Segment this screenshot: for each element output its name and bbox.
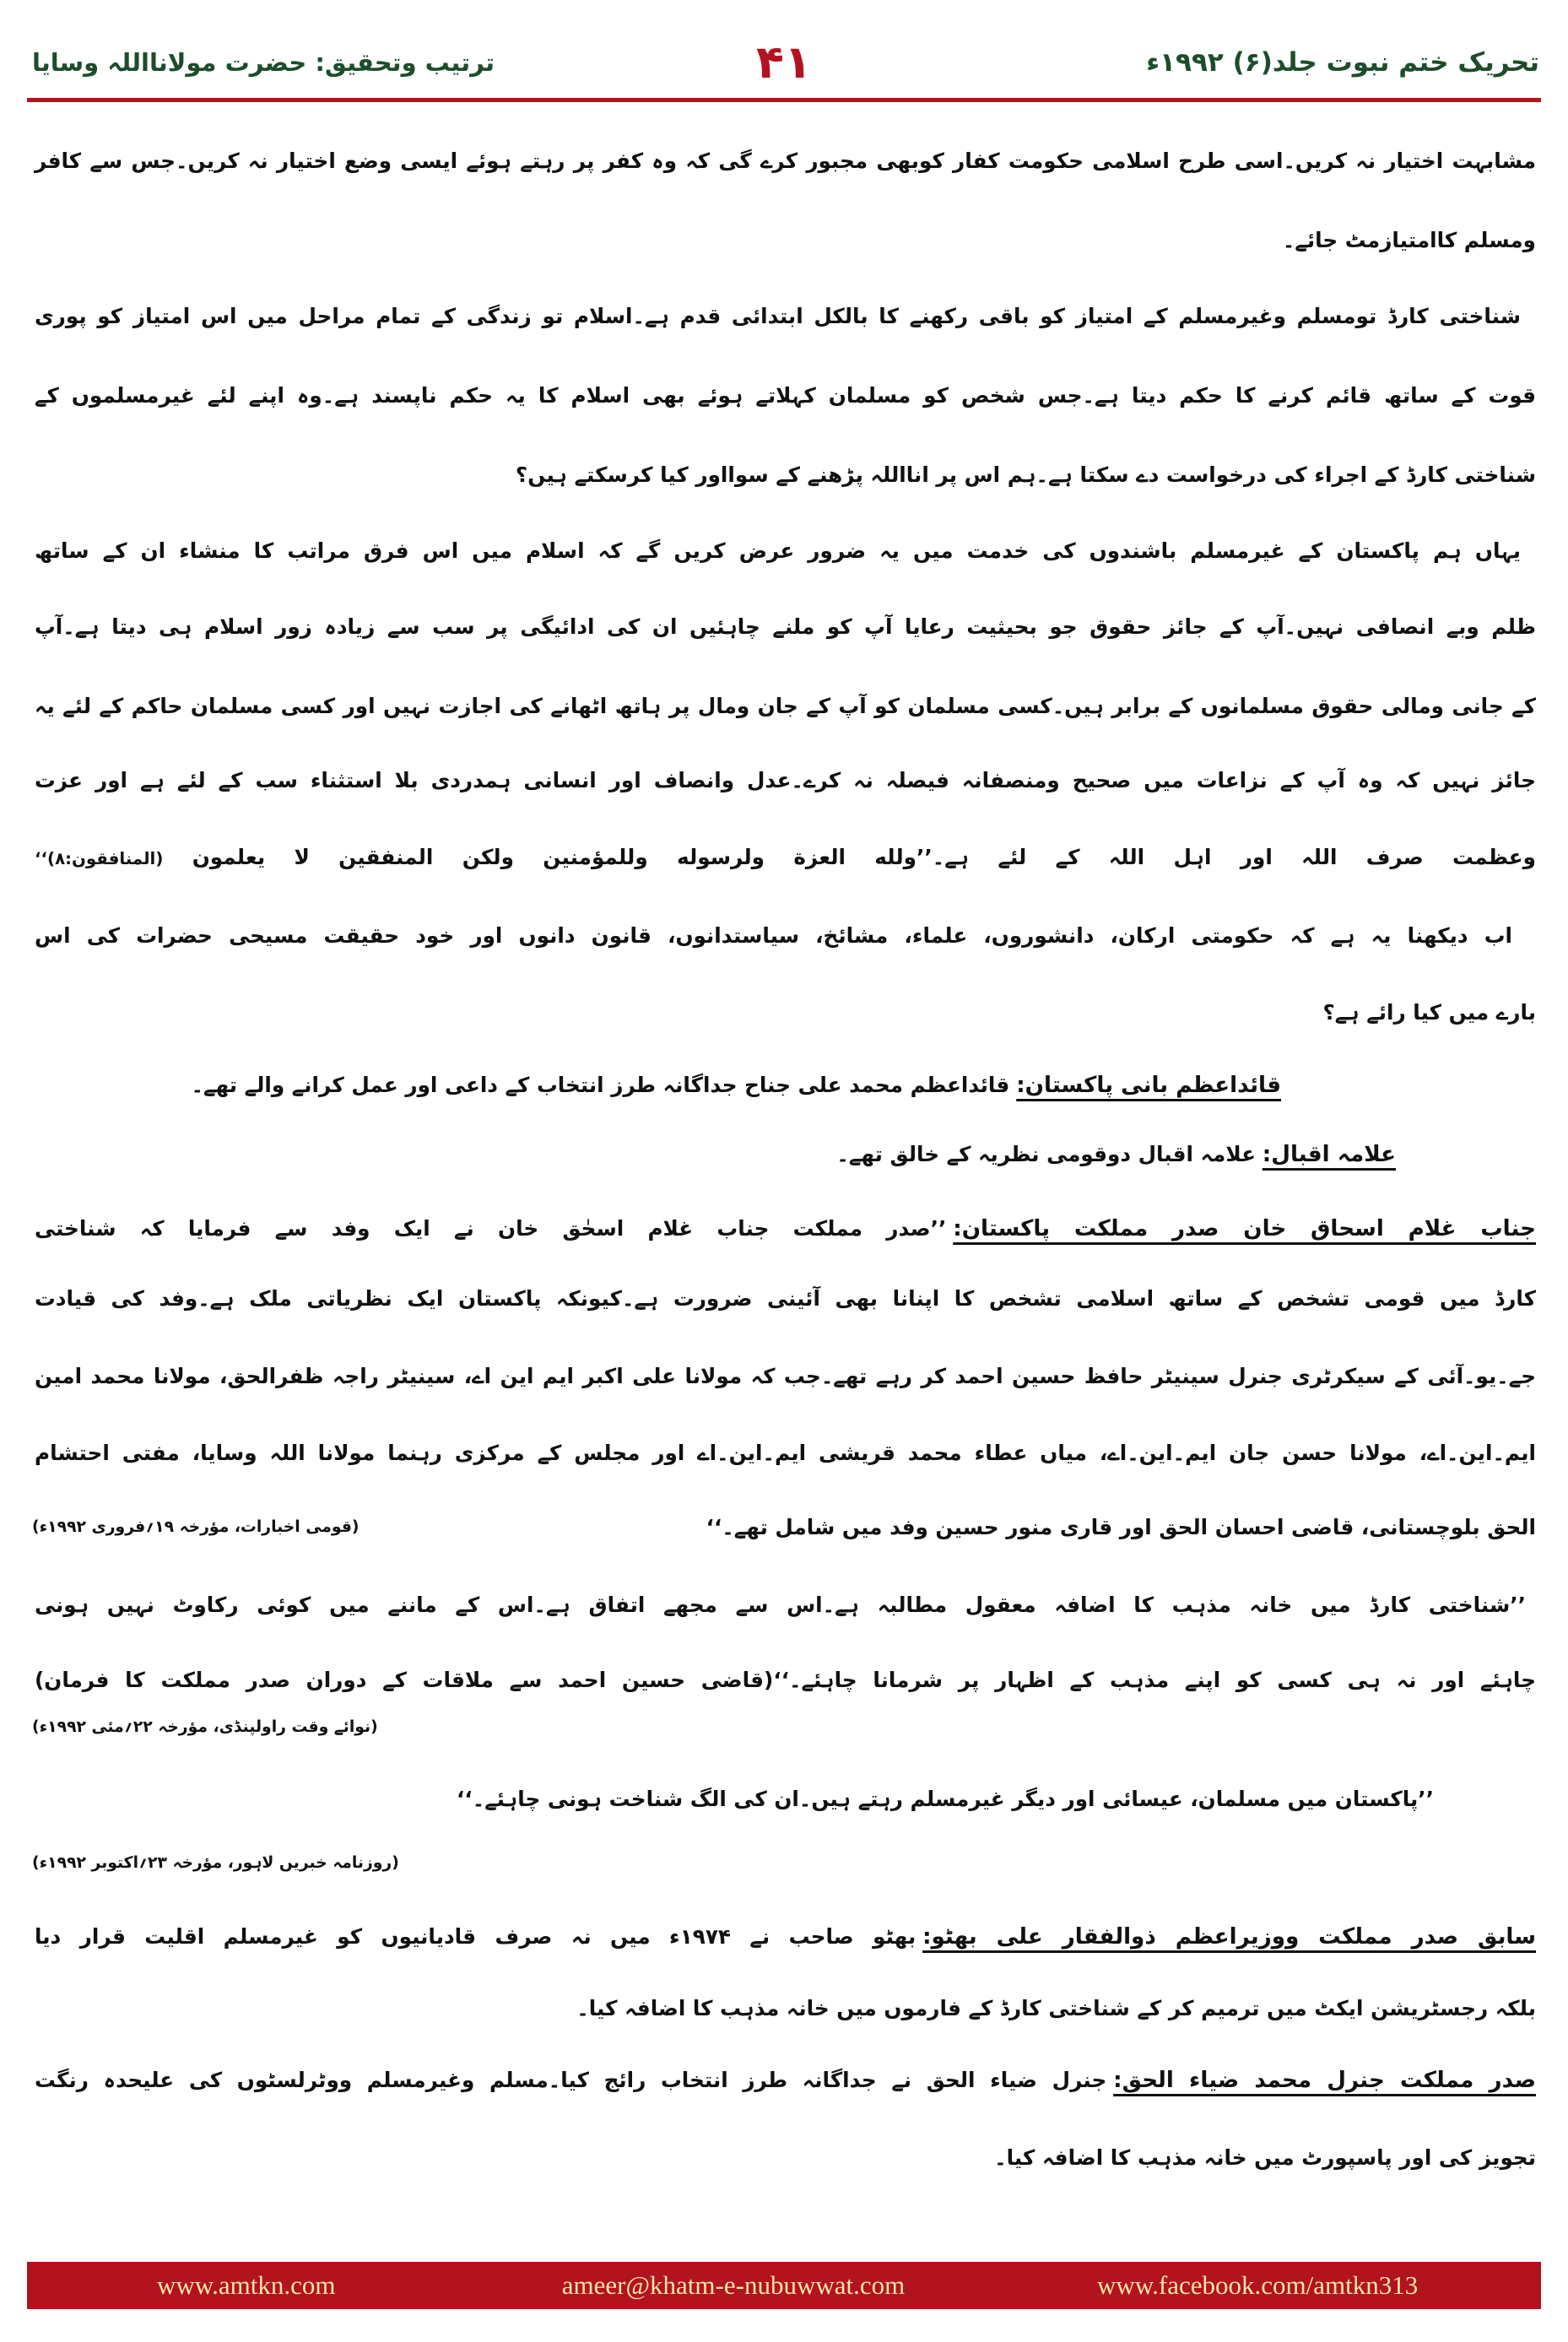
text-line (32, 2042, 1536, 2118)
citation: (قومی اخبارات، مؤرخہ ۱۹؍فروری ۱۹۹۲ء) (32, 1518, 360, 1536)
text-line (32, 819, 1536, 895)
line-text: بھٹو صاحب نے ۱۹۷۴ء میں نہ صرف قادیانیوں کو غیرمسلم اقلیت قرار دیا (35, 1924, 916, 1949)
line-content (192, 1073, 1281, 1097)
line-text: کارڈ میں قومی تشخص کے ساتھ اسلامی تشخص کا اپنانا بھی آئینی ضرورت ہے۔کیونکہ پاکستان ایک نظریاتی ملک ہے۔وفد کی قیادت (35, 1286, 1536, 1311)
text-line (32, 279, 1536, 354)
line-content (35, 1924, 1536, 1949)
section-heading: جناب غلام اسحاق خان صدر مملکت پاکستان: (953, 1216, 1536, 1241)
line-text: شناختی کارڈ تومسلم وغیرمسلم کے امتیاز کو باقی رکھنے کا بالکل ابتدائی قدم ہے۔اسلام تو زندگی کے تمام مراحل میں اس امتیاز کو پوری (35, 304, 1521, 328)
line-text: چاہئے اور نہ ہی کسی کو اپنے مذہب کے اظہار پر شرمانا چاہئے۔‘‘(قاضی حسین احمد سے ملاقات کے دوران صدر مملکت کا فرمان) (35, 1668, 1536, 1692)
line-text: ’’پاکستان میں مسلمان، عیسائی اور دیگر غیرمسلم رہتے ہیں۔ان کی الگ شناخت ہونی چاہئے۔‘‘ (456, 1787, 1434, 1811)
citation: (روزنامہ خبریں لاہور، مؤرخہ ۲۳؍اکتوبر ۱۹۹۲ء) (32, 1854, 399, 1872)
line-text: ’’شناختی کارڈ میں خانہ مذہب کا اضافہ معقول مطالبہ ہے۔اس سے مجھے اتفاق ہے۔اس کے ماننے میں کوئی رکاوٹ نہیں ہونی (35, 1593, 1526, 1617)
line-text: ظلم وبے انصافی نہیں۔آپ کے جائز حقوق جو بحیثیت رعایا آپ کو ملنے چاہئیں ان کی ادائیگی پر سب سے زیادہ زور اسلام ہی دیتا ہے۔آپ (35, 614, 1536, 639)
text-line (32, 975, 1536, 1051)
line-text: جنرل ضیاء الحق نے جداگانہ طرز انتخاب رائج کیا۔مسلم وغیرمسلم ووٹرلسٹوں کی علیحدہ رنگت (35, 2068, 1107, 2092)
page-footer (27, 2262, 1541, 2309)
text-line (32, 1761, 1536, 1837)
quote-reference: (المنافقون:۸)‘‘ (35, 849, 164, 868)
line-text: اب دیکھنا یہ ہے کہ حکومتی ارکان، دانشوروں، علماء، مشائخ، سیاستدانوں، قانون دانوں اور خود حقیقت مسیحی حضرات کی اس (35, 923, 1512, 948)
line-content (35, 2068, 1536, 2092)
footer-website: www.amtkn.com (157, 2270, 336, 2300)
line-text: مشابہت اختیار نہ کریں۔اسی طرح اسلامی حکومت کفار کوبھی مجبور کرے گی کہ وہ کفر پر رہتے ہوئے ایسی وضع اختیار نہ کریں۔جس سے کافر (35, 149, 1536, 173)
text-line (32, 358, 1536, 434)
line-text: بلکہ رجسٹریشن ایکٹ میں ترمیم کر کے شناختی کارڈ کے فارموں میں خانہ مذہب کا اضافہ کیا۔ (576, 1996, 1536, 2020)
footer-email: ameer@khatm-e-nubuwwat.com (561, 2270, 906, 2300)
text-line (32, 203, 1536, 279)
section-heading: صدر مملکت جنرل محمد ضیاء الحق: (1113, 2068, 1536, 2093)
page-number: ۴۱ (756, 35, 812, 89)
text-line (32, 1047, 1536, 1123)
footer-facebook: www.facebook.com/amtkn313 (1097, 2270, 1419, 2300)
line-text: وعظمت صرف اللہ اور اہل اللہ کے لئے ہے۔’’ (916, 845, 1536, 869)
text-line (32, 123, 1536, 199)
citation: (نوائے وقت راولپنڈی، مؤرخہ ۲۲؍مئی ۱۹۹۲ء) (32, 1718, 378, 1736)
line-text: ’’صدر مملکت جناب غلام اسحٰق خان نے ایک وفد سے فرمایا کہ شناختی (35, 1216, 947, 1241)
header-rule (27, 98, 1541, 102)
line-text: بارے میں کیا رائے ہے؟ (1322, 1000, 1536, 1025)
citation-line (32, 1702, 1536, 1753)
text-line (32, 1339, 1536, 1414)
text-line (32, 1117, 1536, 1193)
line-text: قائداعظم محمد علی جناح جداگانہ طرز انتخاب کے داعی اور عمل کرانے والے تھے۔ (191, 1073, 1010, 1097)
line-text: علامہ اقبال دوقومی نظریہ کے خالق تھے۔ (836, 1142, 1256, 1166)
line-text: تجویز کی اور پاسپورٹ میں خانہ مذہب کا اضافہ کیا۔ (994, 2145, 1536, 2170)
line-text: شناختی کارڈ کے اجراء کی درخواست دے سکتا ہے۔ہم اس پر انااللہ پڑھنے کے سوااور کیا کرسکتے ہیں؟ (515, 462, 1536, 487)
text-line (32, 437, 1536, 513)
citation-line (32, 1838, 1536, 1889)
text-line (32, 668, 1536, 744)
text-line (32, 1490, 1536, 1566)
section-heading: قائداعظم بانی پاکستان: (1016, 1073, 1281, 1098)
line-content (35, 845, 1536, 869)
text-line (32, 1567, 1536, 1643)
text-line (32, 589, 1536, 665)
running-title: تحریک ختم نبوت جلد(۶) ۱۹۹۲ء (1146, 47, 1539, 78)
text-line (32, 513, 1536, 589)
line-text: ومسلم کاامتیازمٹ جائے۔ (1282, 228, 1536, 252)
text-line (32, 1191, 1536, 1267)
text-line (32, 1415, 1536, 1491)
line-text: کے جانی ومالی حقوق مسلمانوں کے برابر ہیں۔کسی مسلمان کو آپ کے جان ومال پر ہاتھ اٹھانے کی اجازت نہیں اور کسی مسلمان حاکم کے لئے یہ (35, 694, 1536, 718)
text-line (32, 743, 1536, 819)
text-line (32, 1971, 1536, 2047)
text-line (32, 898, 1536, 974)
line-content (836, 1142, 1396, 1166)
quran-quote: ولله العزة ولرسوله وللمؤمنين ولكن المنفقين لا يعلمون (192, 845, 916, 869)
compiler-credit: ترتیب وتحقیق: حضرت مولانااللہ وسایا (32, 48, 495, 77)
line-text: یہاں ہم پاکستان کے غیرمسلم باشندوں کی خدمت میں یہ ضرور عرض کریں گے کہ اسلام میں اس فرق مراتب کا منشاء ان کے ساتھ (35, 538, 1521, 563)
text-line (32, 1261, 1536, 1337)
line-text: ایم۔این۔اے، مولانا حسن جان ایم۔این۔اے، میاں عطاء محمد قریشی ایم۔این۔اے اور مجلس کے مرکزی رہنما مولانا اللہ وسایا، مفتی احتشام (35, 1441, 1536, 1465)
text-line (32, 2120, 1536, 2196)
text-line (32, 1899, 1536, 1975)
section-heading: سابق صدر مملکت ووزیراعظم ذوالفقار علی بھٹو: (922, 1924, 1536, 1950)
line-text: جے۔یو۔آئی کے سیکرٹری جنرل سینیٹر حافظ حسین احمد کر رہے تھے۔جب کہ مولانا علی اکبر ایم این اے، سینیٹر راجہ ظفرالحق، مولانا محمد امین (35, 1364, 1536, 1388)
section-heading: علامہ اقبال: (1262, 1142, 1396, 1167)
line-text: الحق بلوچستانی، قاضی احسان الحق اور قاری منور حسین وفد میں شامل تھے۔‘‘ (706, 1515, 1536, 1539)
line-text: قوت کے ساتھ قائم کرنے کا حکم دیتا ہے۔جس شخص کو مسلمان کہلاتے ہوئے بھی اسلام کا یہ حکم ناپسند ہے۔وہ اپنے لئے غیرمسلموں کے (35, 383, 1536, 408)
line-content (35, 1216, 1536, 1241)
line-text: جائز نہیں کہ وہ آپ کے نزاعات میں صحیح ومنصفانہ فیصلہ نہ کرے۔عدل وانصاف اور انسانی ہمدردی بلا استثناء سب کے لئے ہے اور عزت (35, 768, 1536, 792)
